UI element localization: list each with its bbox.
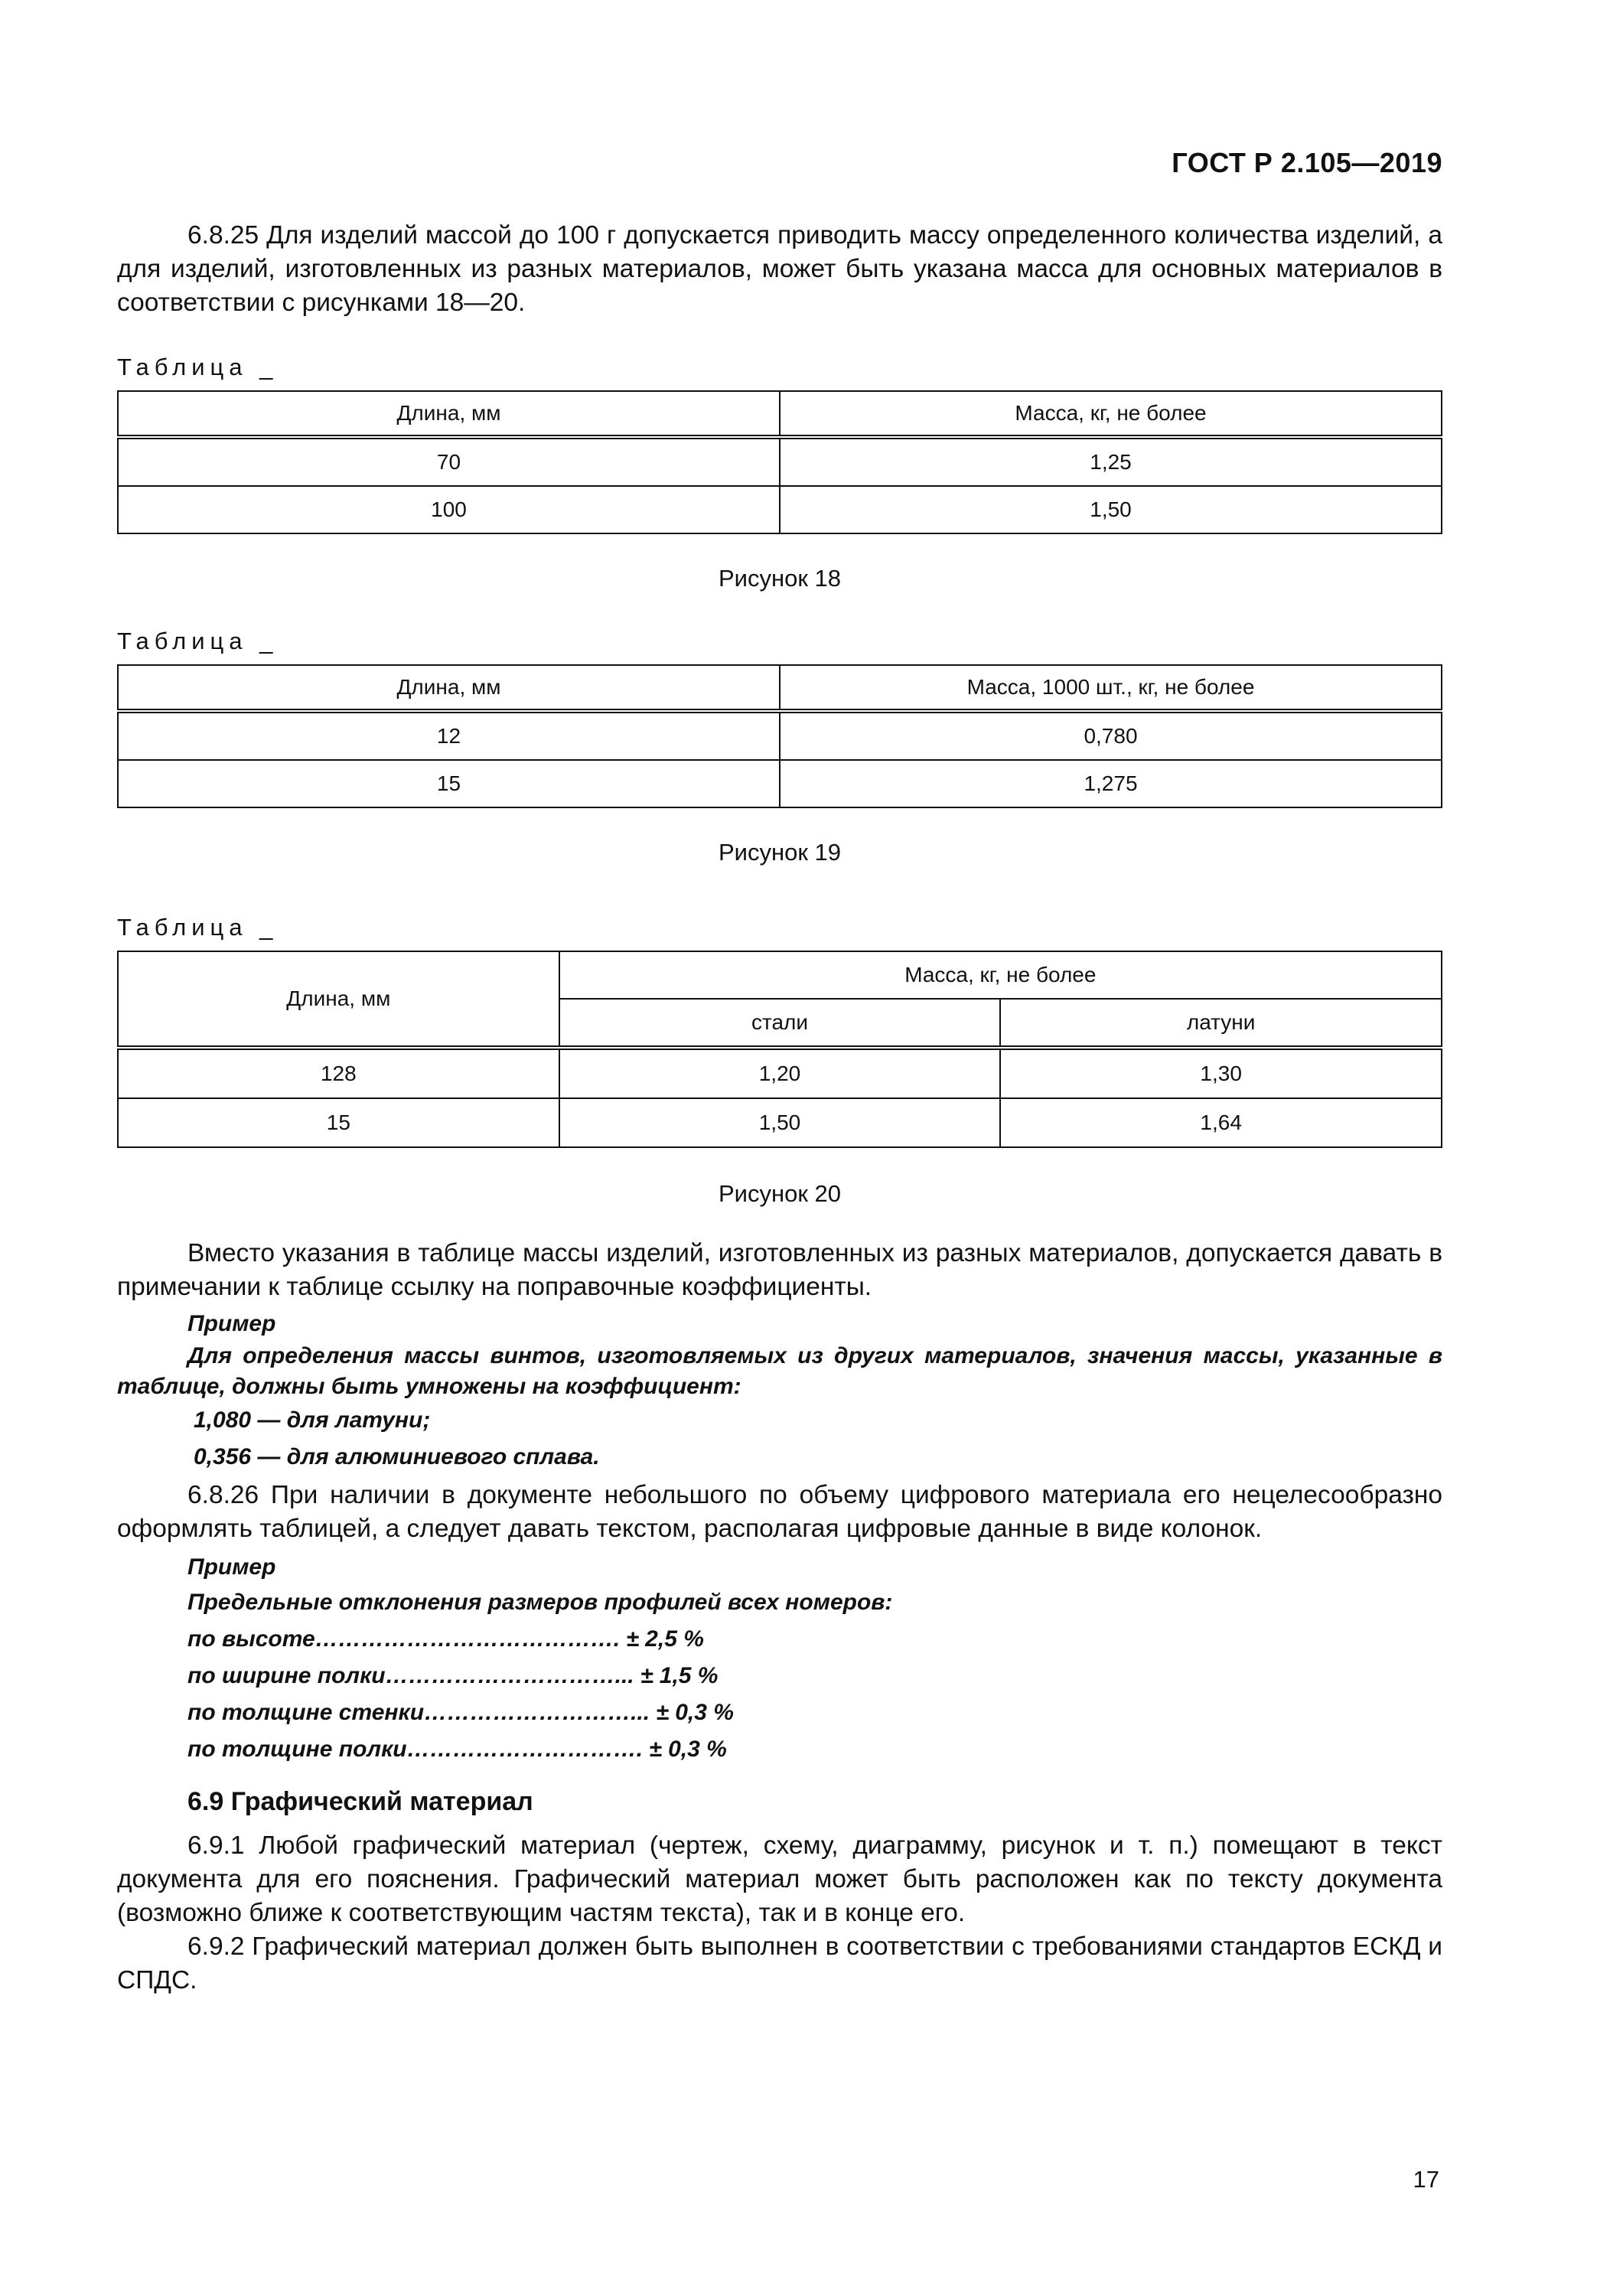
table-cell: 128: [118, 1048, 559, 1098]
example-line-aluminium: 0,356 — для алюминиевого сплава.: [194, 1444, 600, 1469]
example-line-brass: 1,080 — для латуни;: [194, 1407, 431, 1433]
example-heading-2: Предельные отклонения размеров профилей всех номеров:: [187, 1590, 893, 1615]
figure-caption-20: Рисунок 20: [718, 1180, 841, 1207]
section-title-6-9: 6.9 Графический материал: [187, 1787, 533, 1816]
table2-header-length: Длина, мм: [118, 665, 780, 711]
example-text-1: Для определения массы винтов, изготовляемых из других материалов, значения массы, указанные в таблице, должны быть умножены на коэффициент:: [117, 1343, 1442, 1399]
table-row: [118, 486, 1442, 533]
page-number: 17: [1413, 2166, 1439, 2193]
paragraph-6-9-1: 6.9.1 Любой графический материал (чертеж, схему, диаграмму, рисунок и т. п.) помещают в текст документа для его пояснения. Графический материал может быть расположен как по тексту документа (возможно ближе к соответствующим частям текста), так и в конце его.: [117, 1831, 1442, 1927]
table1-header-mass: Масса, кг, не более: [780, 391, 1442, 437]
paragraph-6-8-26: 6.8.26 При наличии в документе небольшого по объему цифрового материала его нецелесообразно оформлять таблицей, а следует давать текстом, располагая цифровые данные в виде колонок.: [117, 1481, 1442, 1543]
table3-subheader-brass: латуни: [1000, 999, 1442, 1048]
paragraph-6-8-25: 6.8.25 Для изделий массой до 100 г допускается приводить массу определенного количества изделий, а для изделий, изготовленных из разных материалов, может быть указана масса для основных материалов в соответствии с рисунками 18—20.: [117, 221, 1442, 317]
table-cell: 15: [118, 1098, 559, 1147]
mass-table-2: [117, 664, 1442, 808]
doc-code-header: ГОСТ Р 2.105—2019: [1172, 147, 1442, 178]
example-title-1: Пример: [187, 1311, 276, 1336]
example-line-flange-thickness: по толщине полки…………………………. ± 0,3 %: [187, 1737, 727, 1762]
mass-table-1: [117, 390, 1442, 534]
table-cell: 100: [118, 486, 780, 533]
table-row: [118, 1098, 1442, 1147]
table-cell: 1,275: [780, 760, 1442, 807]
table-cell: 1,20: [559, 1048, 1001, 1098]
table-label-3: Таблица _: [117, 914, 279, 941]
table3-subheader-steel: стали: [559, 999, 1001, 1048]
table1-header-length: Длина, мм: [118, 391, 780, 437]
page-content: [117, 219, 1442, 1998]
table-label-1: Таблица _: [117, 354, 279, 380]
mass-table-3: [117, 951, 1442, 1148]
table-row: [118, 1048, 1442, 1098]
figure-caption-18: Рисунок 18: [718, 565, 841, 592]
table3-header-mass: Масса, кг, не более: [559, 951, 1442, 999]
example-line-web-thickness: по толщине стенки………………………... ± 0,3 %: [187, 1700, 734, 1725]
table-cell: 0,780: [780, 711, 1442, 760]
table-cell: 1,30: [1000, 1048, 1442, 1098]
paragraph-6-9-2: 6.9.2 Графический материал должен быть выполнен в соответствии с требованиями стандартов ЕСКД и СПДС.: [117, 1932, 1442, 1994]
table-cell: 1,25: [780, 437, 1442, 486]
table-cell: 15: [118, 760, 780, 807]
paragraph-instead: Вместо указания в таблице массы изделий, изготовленных из разных материалов, допускается давать в примечании к таблице ссылку на поправочные коэффициенты.: [117, 1239, 1442, 1301]
table-cell: 1,64: [1000, 1098, 1442, 1147]
table-row: [118, 437, 1442, 486]
table-row: [118, 760, 1442, 807]
table2-header-mass: Масса, 1000 шт., кг, не более: [780, 665, 1442, 711]
table-cell: 12: [118, 711, 780, 760]
table-cell: 1,50: [559, 1098, 1001, 1147]
table-row: [118, 711, 1442, 760]
table-label-2: Таблица _: [117, 628, 279, 654]
table-cell: 70: [118, 437, 780, 486]
example-title-2: Пример: [187, 1554, 276, 1580]
example-line-height: по высоте…………………………………. ± 2,5 %: [187, 1626, 704, 1652]
table-cell: 1,50: [780, 486, 1442, 533]
figure-caption-19: Рисунок 19: [718, 839, 841, 866]
example-line-flange-width: по ширине полки…………………………... ± 1,5 %: [187, 1663, 719, 1688]
table3-header-length: Длина, мм: [118, 951, 559, 1048]
